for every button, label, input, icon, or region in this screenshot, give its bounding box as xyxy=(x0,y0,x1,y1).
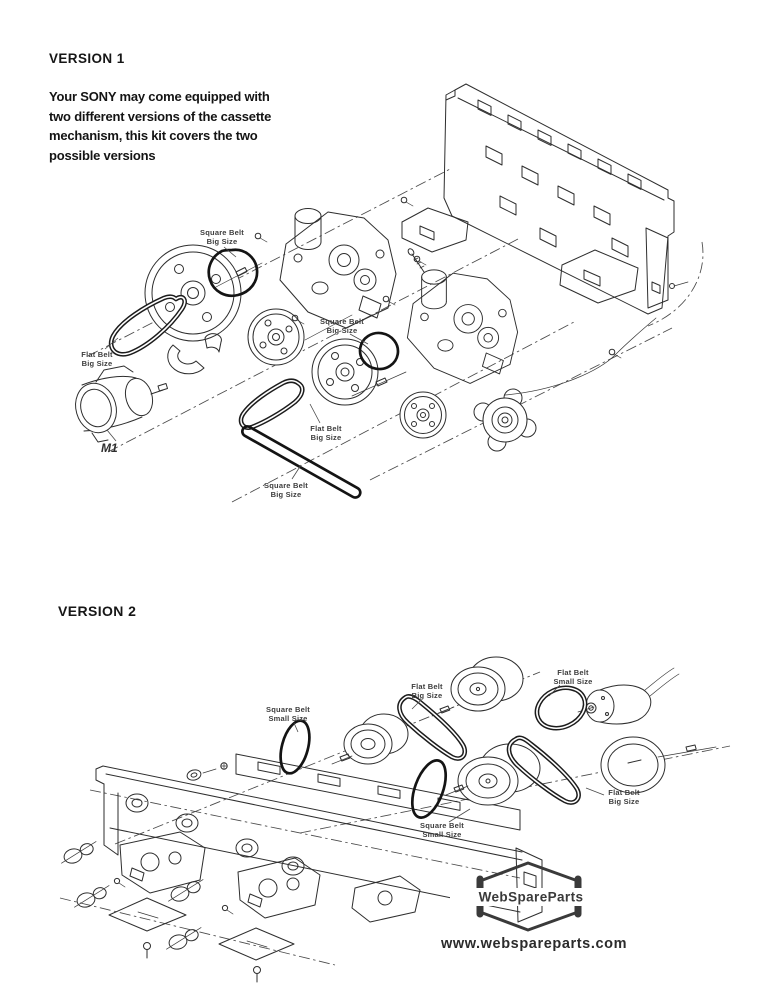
belt-label: Square Belt Big Size xyxy=(320,317,364,335)
belt-label: Square Belt Small Size xyxy=(266,705,310,723)
plate-screw-1 xyxy=(144,943,151,959)
screws-v1 xyxy=(255,197,621,358)
intro-line: Your SONY may come equipped with xyxy=(49,89,270,104)
mechanism-cluster-1 xyxy=(120,832,205,893)
chassis-plate-v1 xyxy=(402,84,703,395)
belt-label: Flat Belt Big Size xyxy=(310,424,342,442)
flat-belt-small xyxy=(530,680,591,736)
version2-diagram xyxy=(58,657,730,982)
pulley-disc-right xyxy=(601,737,665,793)
intro-line: possible versions xyxy=(49,147,156,163)
version1-title: VERSION 1 xyxy=(49,51,125,66)
intro-line: mechanism, this kit covers the two xyxy=(49,128,258,143)
belt-label: Flat Belt Big Size xyxy=(81,350,113,368)
square-belt-small-1 xyxy=(275,718,314,777)
flywheel-lower xyxy=(312,339,378,405)
drum-pulley-top xyxy=(451,657,523,711)
intro-line: two different versions of the cassette xyxy=(49,108,272,124)
belt-label: Square Belt Big Size xyxy=(264,481,308,499)
mechanism-cluster-3 xyxy=(352,876,420,922)
website-url: www.webspareparts.com xyxy=(440,936,628,952)
motor-m1 xyxy=(70,366,168,442)
mechanism-block-2 xyxy=(407,270,517,384)
flywheel-large xyxy=(145,245,241,341)
flat-belt-big-v2-1 xyxy=(399,696,464,758)
belt-label: Square Belt Small Size xyxy=(420,821,464,839)
pulley-disc xyxy=(400,392,446,438)
belt-label: Square Belt Big Size xyxy=(200,228,244,246)
flat-belt-big-2 xyxy=(241,381,302,428)
flywheel-mid xyxy=(248,309,304,365)
version2-title: VERSION 2 xyxy=(58,603,137,619)
mechanism-cluster-2 xyxy=(238,858,320,918)
grommet-and-screw xyxy=(186,763,227,782)
motor-v2 xyxy=(586,668,679,724)
long-bolt xyxy=(407,248,424,272)
drum-pulley-left xyxy=(344,714,408,764)
plate-screw-2 xyxy=(254,967,261,983)
base-plates xyxy=(109,898,294,982)
pinch-rollers xyxy=(58,841,207,952)
intro-text xyxy=(49,87,271,165)
belt-label: Flat Belt Big Size xyxy=(608,788,640,806)
logo-wordmark: WebSpareParts xyxy=(478,889,584,905)
gear-mount xyxy=(474,389,536,451)
motor-label: M1 xyxy=(101,441,118,455)
belt-label: Flat Belt Small Size xyxy=(553,668,593,686)
belt-label: Flat Belt Big Size xyxy=(411,682,443,700)
